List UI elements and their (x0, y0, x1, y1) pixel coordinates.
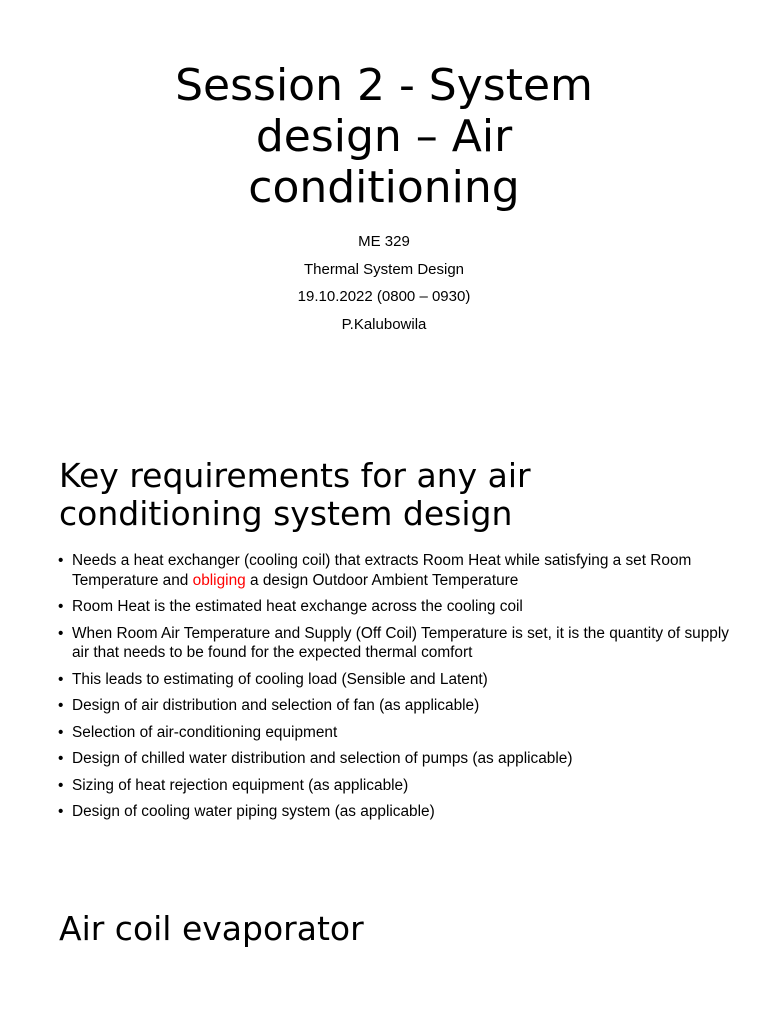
session-date-time: 19.10.2022 (0800 – 0930) (297, 288, 471, 305)
bullet-text: When Room Air Temperature and Supply (Off Coil) Temperature is set, it is the quantity of supply air that needs to be found for the expected thermal comfort (72, 624, 729, 661)
title-slide (0, 0, 768, 390)
bullet-text: Design of chilled water distribution and selection of pumps (as applicable) (72, 750, 573, 767)
bullet-text: a design Outdoor Ambient Temperature (245, 571, 519, 589)
bullet-item (58, 696, 738, 716)
bullet-marker: • (58, 624, 64, 642)
bullet-text: Design of cooling water piping system (as applicable) (72, 803, 435, 820)
bullet-marker: • (58, 552, 64, 569)
slide-title-line: Session 2 - System (175, 60, 593, 111)
bullet-text: Room Heat is the estimated heat exchange across the cooling coil (72, 598, 523, 615)
bullet-marker: • (58, 776, 64, 794)
highlighted-word: obliging (192, 571, 246, 589)
bullet-item (58, 597, 738, 617)
bullet-item (58, 802, 738, 822)
bullet-item (58, 670, 738, 690)
slide-title-line: design – Air (255, 111, 513, 162)
bullet-text: This leads to estimating of cooling load (Sensible and Latent) (72, 670, 488, 688)
slide-heading-line: Key requirements for any air (59, 456, 531, 495)
bullet-text: Selection of air-conditioning equipment (72, 723, 338, 741)
bullet-text: Design of air distribution and selection of fan (as applicable) (72, 697, 480, 714)
slide-heading: Air coil evaporator (59, 909, 364, 948)
bullet-marker: • (58, 670, 64, 688)
bullet-item (58, 624, 738, 663)
course-name: Thermal System Design (303, 260, 465, 278)
bullet-list (58, 551, 738, 829)
slide-heading (59, 457, 719, 533)
bullet-item (58, 776, 738, 796)
requirements-slide (0, 390, 768, 860)
slide-heading-line: conditioning system design (59, 494, 513, 533)
bullet-text: Sizing of heat rejection equipment (as applicable) (72, 776, 409, 794)
bullet-item (58, 749, 738, 769)
evaporator-slide (0, 860, 768, 1024)
bullet-marker: • (58, 723, 64, 741)
slide-title-line: conditioning (248, 162, 520, 213)
author-name: P.Kalubowila (341, 315, 427, 333)
bullet-item (58, 551, 738, 590)
bullet-item (58, 723, 738, 743)
bullet-marker: • (58, 750, 64, 767)
bullet-marker: • (58, 803, 64, 820)
bullet-text: Needs a heat exchanger (cooling coil) that extracts Room Heat while satisfying a set Room Temperature and (72, 552, 692, 589)
bullet-marker: • (58, 598, 64, 615)
slide-title (84, 60, 684, 213)
slide-subtitle (184, 228, 584, 338)
course-code: ME 329 (358, 233, 410, 250)
bullet-marker: • (58, 697, 64, 714)
